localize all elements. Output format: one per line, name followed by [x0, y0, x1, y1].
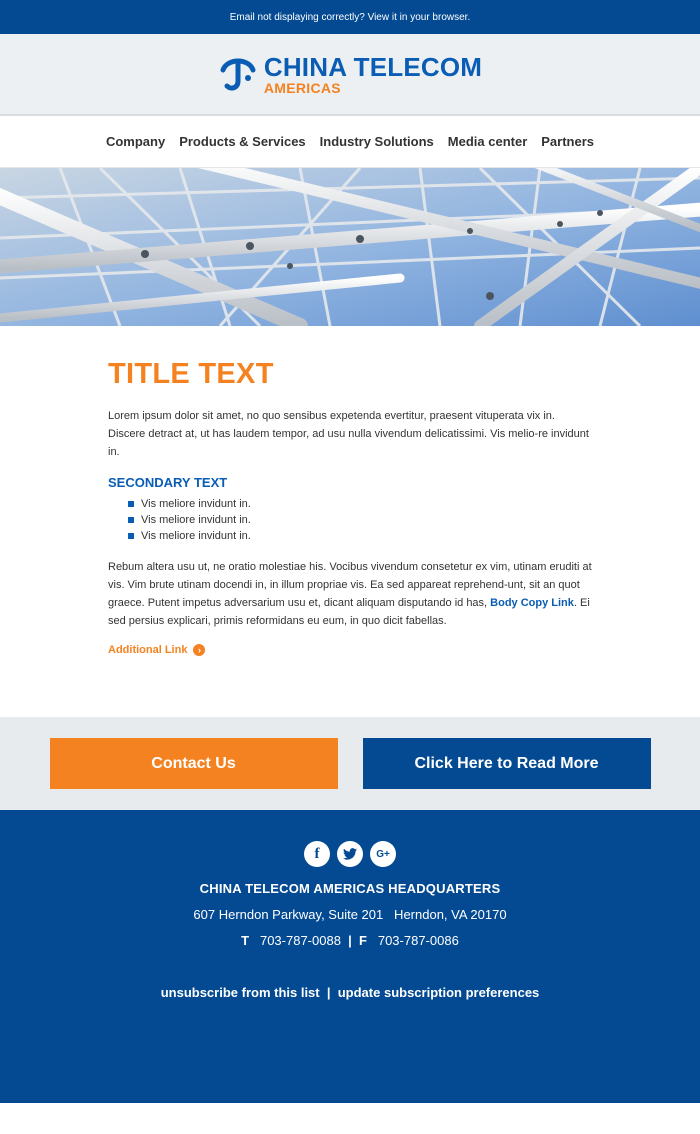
nav-industry-solutions[interactable]: Industry Solutions [319, 134, 434, 149]
logo-sub-text: AMERICAS [263, 79, 341, 96]
hero-image [0, 168, 700, 326]
bullet-list [108, 496, 593, 544]
separator: | [348, 933, 352, 948]
title-text: TITLE TEXT [108, 358, 274, 390]
list-item: Vis meliore invidunt in. [128, 512, 593, 528]
twitter-icon[interactable] [337, 841, 363, 867]
intro-paragraph: Lorem ipsum dolor sit amet, no quo sensibus expetenda evertitur, praesent vituperata vix in. Discere detract at, ut has laudem tempor, ad usu nulla vivendum delicatissimi. Vis melio-re invidunt in. [108, 410, 589, 458]
nav-partners[interactable]: Partners [541, 134, 595, 149]
contact-numbers [0, 933, 700, 948]
address: 607 Herndon Parkway, Suite 201 Herndon, VA 20170 [193, 907, 507, 922]
body-paragraph: Rebum altera usu ut, ne oratio molestiae his. Vocibus vivendum consetetur ex vim, utinam eruditi at vis. Vim brute utinam docendi in, in illum propriae vis. Ea sed appareat reprehend-unt, sit an quot graece. Putent impetus adversarium usu et, dicant aliquam disputando id has, Body Copy Link. Ei sed persius explicari, primis reformidans eu eum, in quo dicit fabellas. [108, 561, 592, 627]
subscription-links [0, 985, 700, 1000]
phone-label: T [241, 933, 250, 948]
browser-view-bar [0, 0, 700, 34]
fax-number: 703-787-0086 [377, 933, 459, 948]
list-item: Vis meliore invidunt in. [128, 528, 593, 544]
main-nav [0, 116, 700, 168]
phone-number: 703-787-0088 [259, 933, 341, 948]
google-plus-icon[interactable]: G+ [370, 841, 396, 867]
footer [0, 810, 700, 1103]
nav-media-center[interactable]: Media center [447, 134, 528, 149]
view-in-browser-link[interactable]: Email not displaying correctly? View it in your browser. [229, 11, 471, 23]
unsubscribe-link[interactable]: unsubscribe from this list [160, 985, 320, 1000]
hq-title: CHINA TELECOM AMERICAS HEADQUARTERS [199, 881, 501, 896]
fax-label: F [359, 933, 367, 948]
cta-band [0, 717, 700, 810]
china-telecom-logo[interactable] [218, 51, 483, 96]
update-preferences-link[interactable]: update subscription preferences [337, 985, 540, 1000]
nav-products-services[interactable]: Products & Services [179, 134, 306, 149]
contact-us-button[interactable]: Contact Us [50, 738, 338, 789]
logo-main-text: CHINA TELECOM [263, 51, 483, 82]
nav-company[interactable]: Company [105, 134, 166, 149]
square-bullet-icon [128, 533, 134, 539]
social-links [0, 841, 700, 867]
secondary-text: SECONDARY TEXT [108, 475, 228, 490]
twitter-bird-icon [343, 848, 357, 860]
list-item: Vis meliore invidunt in. [128, 496, 593, 512]
separator: | [326, 985, 331, 1000]
body-copy-link[interactable]: Body Copy Link [490, 597, 574, 609]
main-content [0, 326, 700, 717]
header [0, 34, 700, 116]
china-telecom-emblem-icon [218, 54, 258, 94]
chevron-right-circle-icon: › [193, 644, 205, 656]
additional-link[interactable]: Additional Link › [108, 644, 205, 656]
facebook-icon[interactable]: f [304, 841, 330, 867]
read-more-button[interactable]: Click Here to Read More [363, 738, 651, 789]
square-bullet-icon [128, 501, 134, 507]
square-bullet-icon [128, 517, 134, 523]
